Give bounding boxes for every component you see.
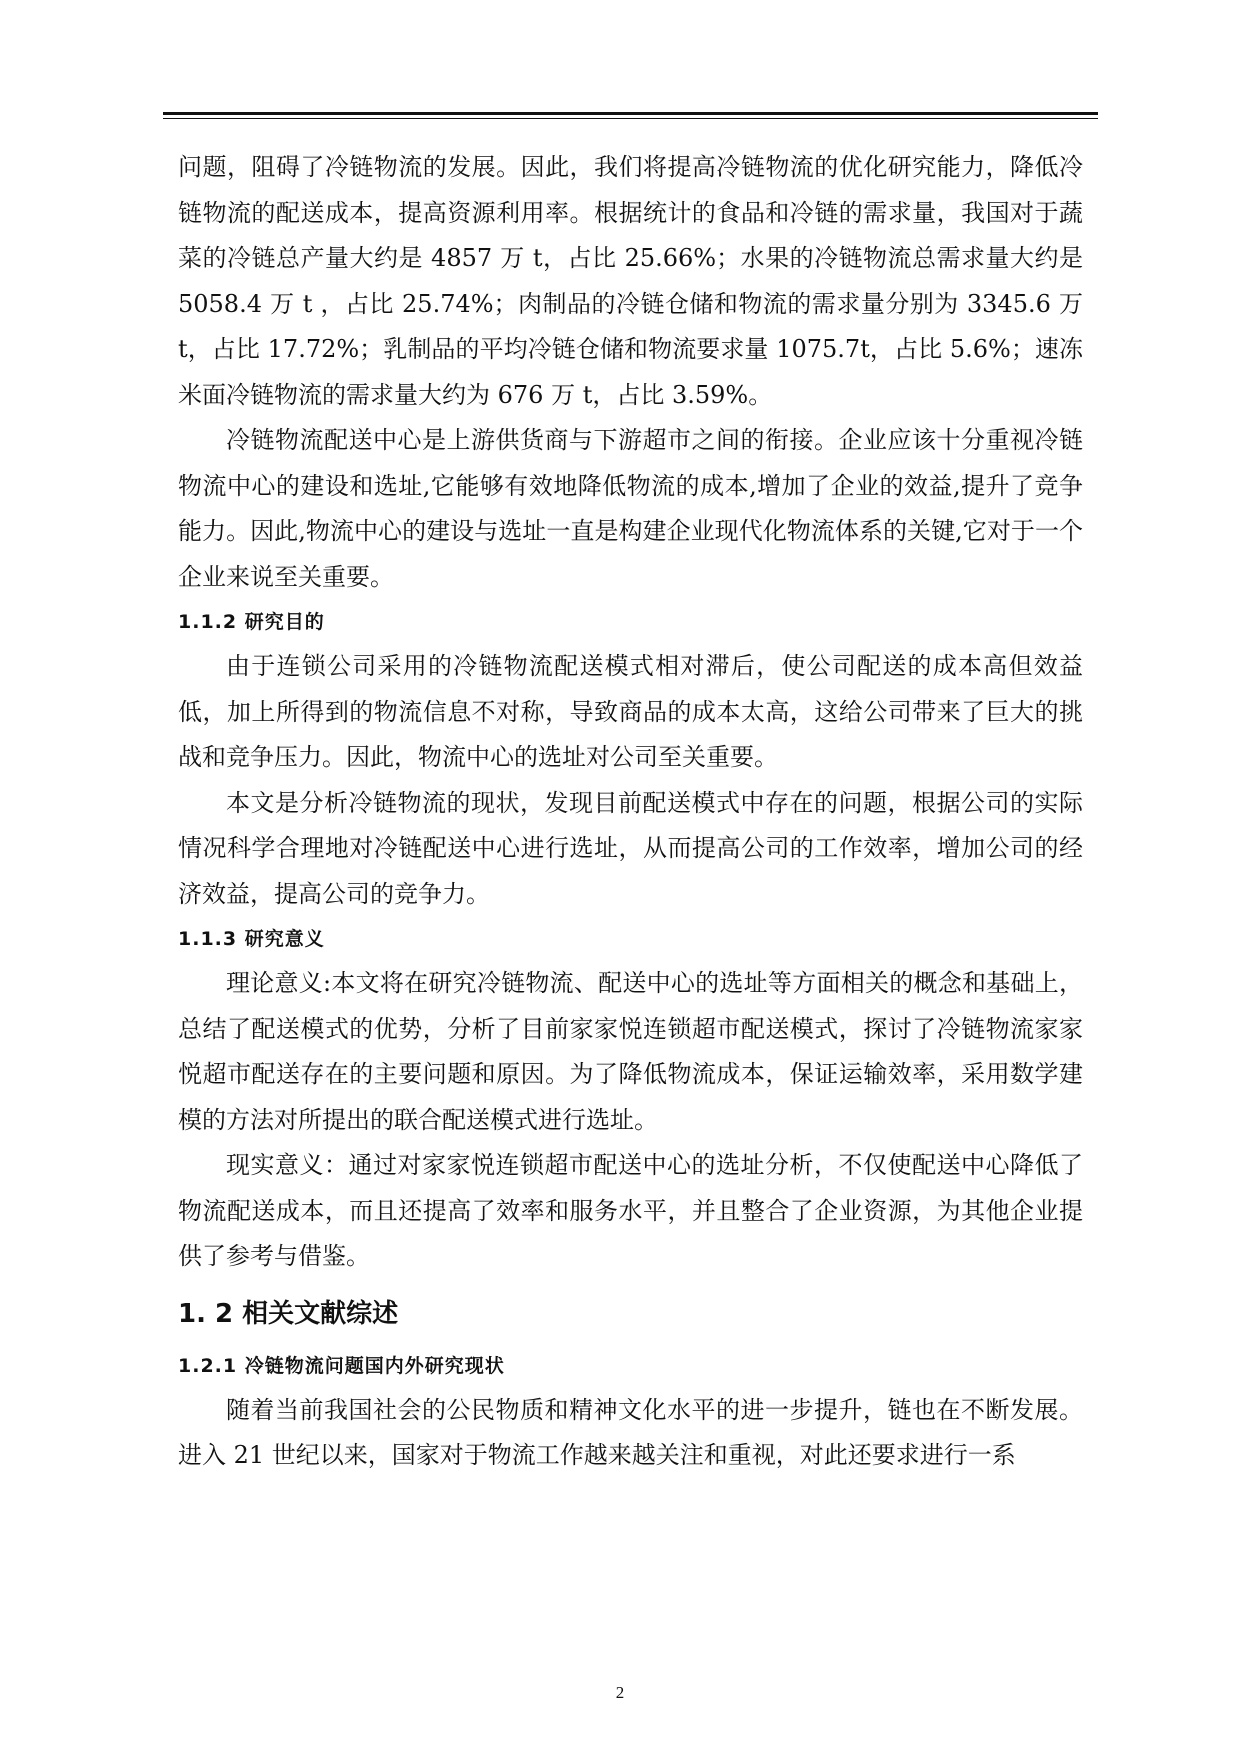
heading-research-purpose: 1.1.2 研究目的 [178,611,325,633]
heading-literature-review: 1. 2 相关文献综述 [178,1298,399,1329]
paragraph-theoretical-significance: 理论意义:本文将在研究冷链物流、配送中心的选址等方面相关的概念和基础上，总结了配送模式的优势，分析了目前家家悦连锁超市配送模式，探讨了冷链物流家家悦超市配送存在的主要问题和原因。为了降低物流成本，保证运输效率，采用数学建模的方法对所提出的联合配送模式进行选址。 [178,969,1083,1134]
paragraph-practical-significance: 现实意义：通过对家家悦连锁超市配送中心的选址分析，不仅使配送中心降低了物流配送成本，而且还提高了效率和服务水平，并且整合了企业资源，为其他企业提供了参考与借鉴。 [178,1151,1083,1270]
paragraph-research-status: 随着当前我国社会的公民物质和精神文化水平的进一步提升，链也在不断发展。进入 21 世纪以来，国家对于物流工作越来越关注和重视，对此还要求进行一系 [178,1395,1083,1469]
header-rule-thin [163,118,1098,119]
heading-research-status: 1.2.1 冷链物流问题国内外研究现状 [178,1354,505,1377]
heading-research-significance: 1.1.3 研究意义 [178,928,325,950]
paragraph-distribution-center: 冷链物流配送中心是上游供货商与下游超市之间的衔接。企业应该十分重视冷链物流中心的建设和选址,它能够有效地降低物流的成本,增加了企业的效益,提升了竞争能力。因此,物流中心的建设与选址一直是构建企业现代化物流体系的关键,它对于一个企业来说至关重要。 [178,426,1083,591]
paragraph-cold-chain-demand: 问题，阻碍了冷链物流的发展。因此，我们将提高冷链物流的优化研究能力，降低冷链物流的配送成本，提高资源利用率。根据统计的食品和冷链的需求量，我国对于蔬菜的冷链总产量大约是 4857 万 t，占比 25.66%；水果的冷链物流总需求量大约是 5058.4 万 t ，占比 25.74%；肉制品的冷链仓储和物流的需求量分别为 3345.6 万 t，占比 17.72%；乳制品的平均冷链仓储和物流要求量 1075.7t，占比 5.6%；速冻米面冷链物流的需求量大约为 676 万 t，占比 3.59%。 [178,153,1083,409]
page-number: 2 [615,1683,625,1702]
paragraph-purpose-2: 本文是分析冷链物流的现状，发现目前配送模式中存在的问题，根据公司的实际情况科学合理地对冷链配送中心进行选址，从而提高公司的工作效率，增加公司的经济效益，提高公司的竞争力。 [178,788,1083,908]
header-rule-thick [163,112,1098,115]
paragraph-purpose-1: 由于连锁公司采用的冷链物流配送模式相对滞后，使公司配送的成本高但效益低，加上所得到的物流信息不对称，导致商品的成本太高，这给公司带来了巨大的挑战和竞争压力。因此，物流中心的选址对公司至关重要。 [178,652,1083,771]
page-body [178,145,1083,1479]
